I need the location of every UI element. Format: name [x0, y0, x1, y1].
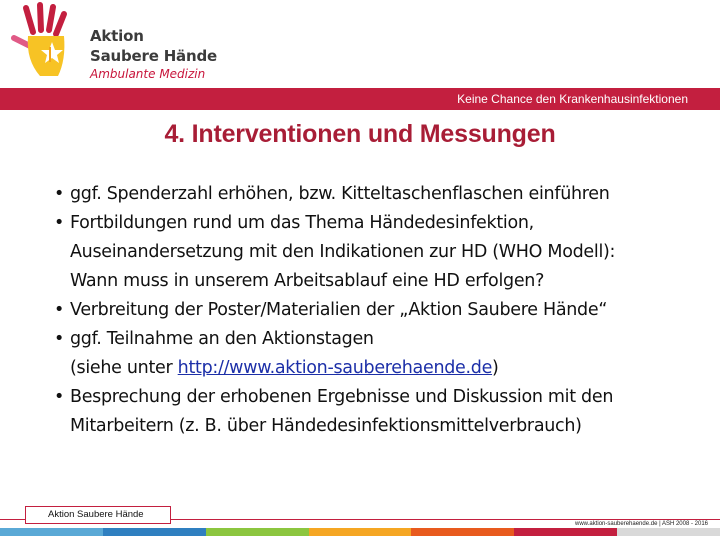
bullet-item	[54, 383, 704, 441]
bullet-line: Auseinandersetzung mit den Indikationen zur HD (WHO Modell):	[70, 242, 616, 262]
bullet-symbol: •	[54, 184, 65, 204]
website-link[interactable]: http://www.aktion-sauberehaende.de	[177, 358, 493, 378]
slide-title: 4. Interventionen und Messungen	[164, 120, 556, 148]
color-bar-segment	[103, 528, 206, 536]
bullet-item	[54, 180, 704, 209]
bullet-line: ggf. Spenderzahl erhöhen, bzw. Kitteltaschenflaschen einführen	[70, 184, 610, 204]
bullet-symbol: •	[54, 387, 65, 407]
color-bar-segment	[514, 528, 617, 536]
bullet-line: Wann muss in unserem Arbeitsablauf eine HD erfolgen?	[70, 271, 545, 291]
hand-logo-icon	[6, 2, 86, 82]
color-bar-segment	[309, 528, 412, 536]
bullet-symbol: •	[54, 300, 65, 320]
slogan-text: Keine Chance den Krankenhausinfektionen	[457, 92, 688, 106]
bullet-item	[54, 325, 704, 383]
slogan-banner	[0, 88, 720, 110]
footer-color-bar	[0, 528, 720, 536]
bullet-line: ggf. Teilnahme an den Aktionstagen	[70, 329, 374, 349]
bullet-line: Mitarbeitern (z. B. über Händedesinfektionsmittelverbrauch)	[70, 416, 582, 436]
bullet-line: Besprechung der erhobenen Ergebnisse und Diskussion mit den	[70, 387, 614, 407]
color-bar-segment	[411, 528, 514, 536]
color-bar-segment	[206, 528, 309, 536]
link-suffix: )	[492, 358, 499, 378]
bullet-symbol: •	[54, 213, 65, 233]
bullet-line: Fortbildungen rund um das Thema Händedesinfektion,	[70, 213, 534, 233]
bullet-list	[54, 180, 704, 441]
logo-wordmark	[90, 26, 217, 83]
footer-label-box	[25, 506, 171, 524]
footer-website-text: www.aktion-sauberehaende.de | ASH 2008 - 2016	[575, 521, 708, 527]
bullet-item	[54, 209, 704, 296]
color-bar-segment	[617, 528, 720, 536]
logo-line-ambulante-medizin: Ambulante Medizin	[90, 67, 206, 81]
logo-line-aktion: Aktion	[90, 27, 144, 45]
link-prefix: (siehe unter	[70, 358, 178, 378]
bullet-line: Verbreitung der Poster/Materialien der „Aktion Saubere Hände“	[70, 300, 608, 320]
bullet-link-line	[70, 354, 704, 383]
logo-line-saubere-haende: Saubere Hände	[90, 47, 217, 65]
color-bar-segment	[0, 528, 103, 536]
bullet-symbol: •	[54, 329, 65, 349]
bullet-item	[54, 296, 704, 325]
footer-label: Aktion Saubere Hände	[48, 509, 144, 520]
